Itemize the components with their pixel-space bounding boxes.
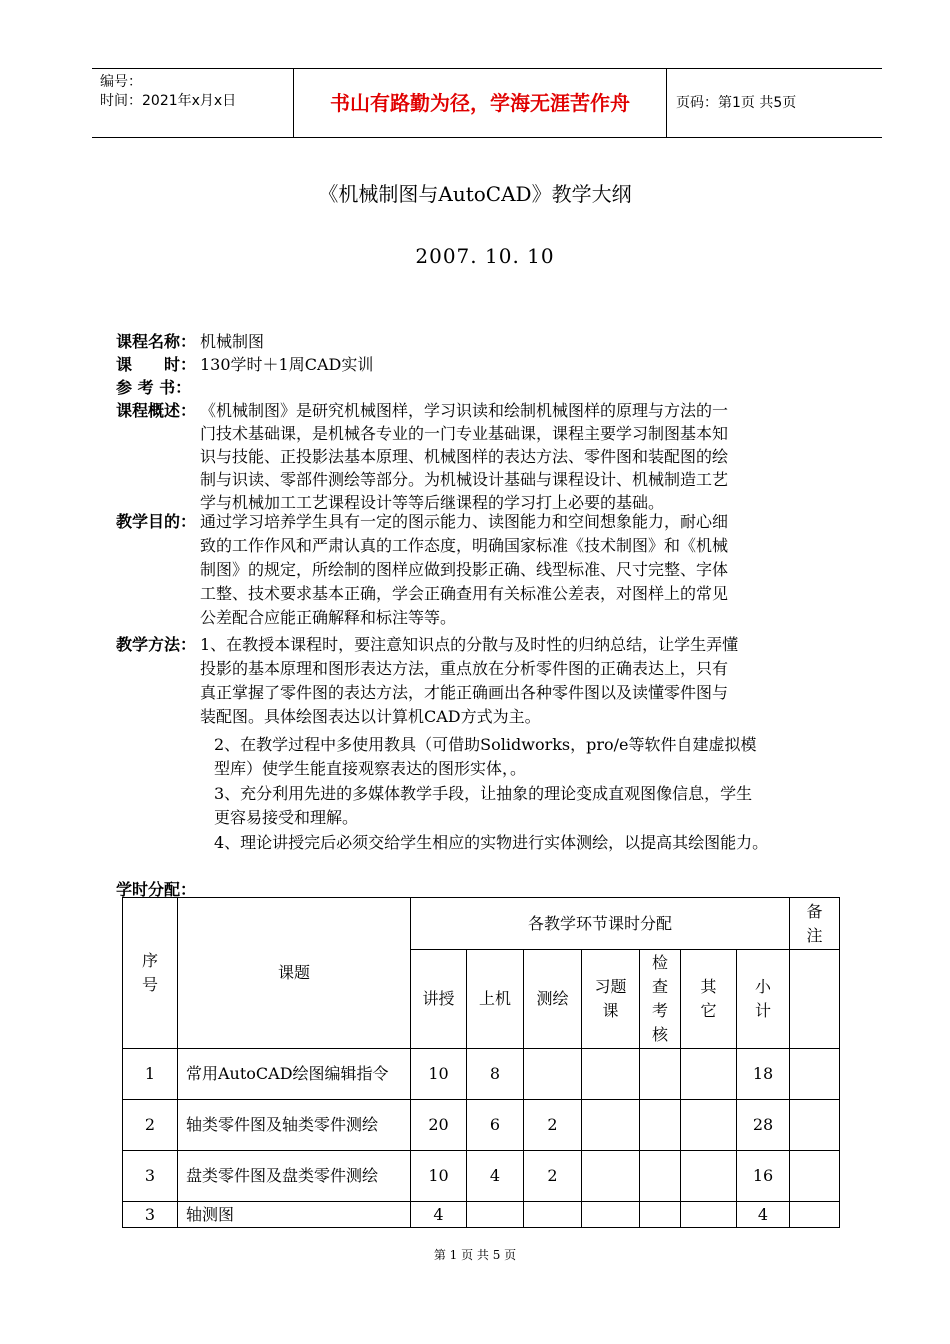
course-hours-value: 130学时＋1周CAD实训 [200,355,374,374]
header-note: 备注 [790,898,840,950]
time-label: 时间：2021年x月x日 [100,93,237,109]
goal-line: 公差配合应能正确解释和标注等等。 [200,608,457,627]
header-lecture: 讲授 [411,950,467,1049]
cell-topic: 盘类零件图及盘类零件测绘 [178,1151,411,1202]
cell-computer: 4 [467,1151,524,1202]
course-reference-label: 参 考 书： [116,378,192,397]
overview-line: 学与机械加工工艺课程设计等等后继课程的学习打上必要的基础。 [200,493,665,512]
cell-survey: 2 [524,1100,582,1151]
cell-topic: 轴测图 [178,1202,411,1228]
method-line: 投影的基本原理和图形表达方法，重点放在分析零件图的正确表达上，只有 [200,659,729,678]
overview-line: 门技术基础课，是机械各专业的一门专业基础课，课程主要学习制图基本知 [200,424,729,443]
cell-computer: 8 [467,1049,524,1100]
header-seq: 序号 [123,898,178,1049]
method-line: 3、充分利用先进的多媒体教学手段，让抽象的理论变成直观图像信息，学生 [214,784,753,803]
cell-computer [467,1202,524,1228]
course-overview-text [200,399,860,514]
table-row [123,1100,840,1151]
course-overview-label: 课程概述： [116,401,197,420]
teaching-goal-label: 教学目的： [116,512,197,531]
goal-line: 工整、技术要求基本正确，学会正确查用有关标准公差表，对图样上的常见 [200,584,729,603]
cell-subtotal: 16 [737,1151,790,1202]
cell-exercise [582,1202,640,1228]
header-group: 各教学环节课时分配 [411,898,790,950]
header-note-blank [790,950,840,1049]
document-header [92,68,882,138]
course-name-value: 机械制图 [200,332,265,351]
cell-survey: 2 [524,1151,582,1202]
cell-seq: 3 [123,1151,178,1202]
cell-exercise [582,1049,640,1100]
cell-survey [524,1202,582,1228]
course-name-label: 课程名称： [116,332,197,351]
cell-seq: 3 [123,1202,178,1228]
cell-note [790,1151,840,1202]
header-computer: 上机 [467,950,524,1049]
table-row [123,1151,840,1202]
header-exam: 检查考核 [640,950,681,1049]
method-line: 1、在教授本课程时，要注意知识点的分散与及时性的归纳总结，让学生弄懂 [200,635,739,654]
cell-other [681,1151,737,1202]
cell-other [681,1100,737,1151]
goal-line: 致的工作作风和严肃认真的工作态度，明确国家标准《技术制图》和《机械 [200,536,729,555]
schedule-label: 学时分配： [116,880,197,899]
table-row [123,1202,840,1228]
method-line: 4、理论讲授完后必须交给学生相应的实物进行实体测绘，以提高其绘图能力。 [214,833,769,852]
cell-survey [524,1049,582,1100]
header-subtotal: 小计 [737,950,790,1049]
cell-exam [640,1100,681,1151]
overview-line: 《机械制图》是研究机械图样，学习识读和绘制机械图样的原理与方法的一 [200,401,729,420]
header-survey: 测绘 [524,950,582,1049]
document-date: 2007. 10. 10 [415,244,555,268]
header-topic: 课题 [178,898,411,1049]
overview-line: 识与技能、正投影法基本原理、机械图样的表达方法、零件图和装配图的绘 [200,447,729,466]
cell-note [790,1049,840,1100]
header-other: 其它 [681,950,737,1049]
teaching-goal-text [200,510,860,630]
cell-lecture: 4 [411,1202,467,1228]
table-row [123,1049,840,1100]
cell-seq: 1 [123,1049,178,1100]
cell-topic: 常用AutoCAD绘图编辑指令 [178,1049,411,1100]
cell-other [681,1202,737,1228]
cell-other [681,1049,737,1100]
cell-seq: 2 [123,1100,178,1151]
page-footer: 第 1 页 共 5 页 [433,1248,517,1262]
method-line: 2、在教学过程中多使用教具（可借助Solidworks，pro/e等软件自建虚拟模 [214,735,757,754]
method-line: 型库）使学生能直接观察表达的图形实体，。 [214,759,527,778]
schedule-table [122,897,840,1228]
method-line: 装配图。具体绘图表达以计算机CAD方式为主。 [200,707,541,726]
cell-subtotal: 18 [737,1049,790,1100]
teaching-method-item-2 [214,733,874,781]
teaching-method-item-3 [214,782,874,830]
overview-line: 制与识读、零部件测绘等部分。为机械设计基础与课程设计、机械制造工艺 [200,470,729,489]
course-hours-label: 课 时： [116,355,197,374]
method-line: 更容易接受和理解。 [214,808,359,827]
cell-note [790,1100,840,1151]
cell-note [790,1202,840,1228]
table-header-row [123,898,840,950]
header-motto: 书山有路勤为径，学海无涯苦作舟 [330,91,630,115]
teaching-method-item-4 [214,831,874,855]
cell-computer: 6 [467,1100,524,1151]
cell-lecture: 10 [411,1151,467,1202]
cell-subtotal: 4 [737,1202,790,1228]
cell-exam [640,1049,681,1100]
header-divider [666,69,667,137]
cell-lecture: 10 [411,1049,467,1100]
cell-subtotal: 28 [737,1100,790,1151]
cell-exercise [582,1151,640,1202]
header-meta [100,73,290,111]
cell-exam [640,1151,681,1202]
number-label: 编号： [100,74,142,90]
document-title: 《机械制图与AutoCAD》教学大纲 [318,182,632,206]
teaching-method-text [200,633,860,729]
method-line: 真正掌握了零件图的表达方法，才能正确画出各种零件图以及读懂零件图与 [200,683,729,702]
cell-topic: 轴类零件图及轴类零件测绘 [178,1100,411,1151]
header-exercise: 习题课 [582,950,640,1049]
teaching-method-label: 教学方法： [116,635,197,654]
cell-lecture: 20 [411,1100,467,1151]
cell-exercise [582,1100,640,1151]
goal-line: 制图》的规定，所绘制的图样应做到投影正确、线型标准、尺寸完整、字体 [200,560,729,579]
header-page-info: 页码：第1页 共5页 [676,95,797,111]
cell-exam [640,1202,681,1228]
goal-line: 通过学习培养学生具有一定的图示能力、读图能力和空间想象能力，耐心细 [200,512,729,531]
